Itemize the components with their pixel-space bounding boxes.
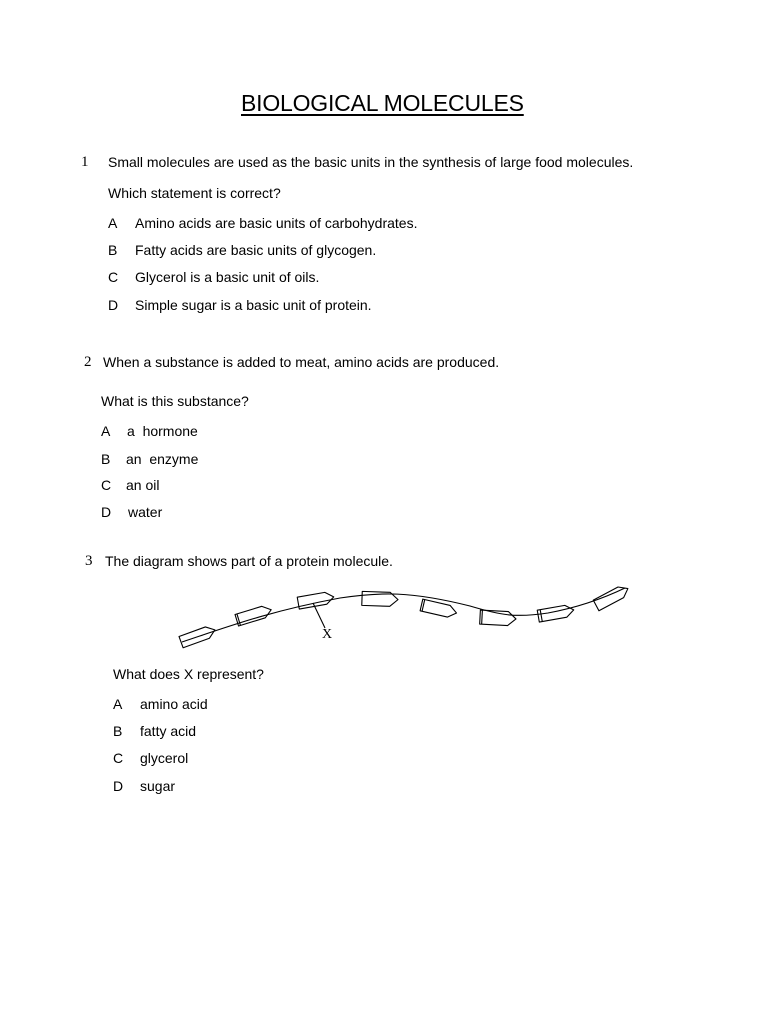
amino-acid-unit (593, 583, 630, 610)
option-text: sugar (140, 778, 176, 794)
option-text: water (128, 504, 163, 520)
option-letter: A (108, 215, 118, 231)
question-stem: The diagram shows part of a protein molecule. (105, 553, 393, 569)
option-text: amino acid (140, 696, 208, 712)
protein-chain-diagram (170, 578, 640, 658)
option-text: Glycerol is a basic unit of oils. (135, 269, 320, 285)
question-stem: Small molecules are used as the basic units in the synthesis of large food molecules. (108, 154, 634, 170)
label-pointer-line (313, 603, 325, 628)
question-number: 1 (81, 154, 89, 170)
amino-acid-unit (179, 624, 217, 648)
amino-acid-unit (537, 604, 575, 622)
option-letter: A (113, 696, 123, 712)
question-prompt: Which statement is correct? (108, 185, 281, 201)
question-prompt: What does X represent? (113, 666, 264, 682)
question-number: 2 (84, 354, 92, 370)
option-letter: D (101, 504, 112, 520)
question-prompt: What is this substance? (101, 393, 249, 409)
option-letter: B (101, 451, 111, 467)
option-letter: C (101, 477, 112, 493)
option-letter: B (108, 242, 118, 258)
question-number: 3 (85, 553, 93, 569)
option-letter: C (113, 750, 124, 766)
page-title: BIOLOGICAL MOLECULES (241, 90, 524, 116)
chain-backbone (182, 588, 625, 642)
option-text: Simple sugar is a basic unit of protein. (135, 297, 372, 313)
option-letter: D (113, 778, 124, 794)
diagram-label-x: X (322, 627, 333, 642)
option-text: a hormone (127, 423, 198, 439)
question-stem: When a substance is added to meat, amino acids are produced. (103, 354, 500, 370)
option-letter: A (101, 423, 111, 439)
option-letter: B (113, 723, 123, 739)
amino-acid-unit (480, 610, 517, 626)
option-text: Amino acids are basic units of carbohydrates. (135, 215, 418, 231)
option-text: an enzyme (126, 451, 199, 467)
option-text: an oil (126, 477, 160, 493)
option-text: Fatty acids are basic units of glycogen. (135, 242, 377, 258)
option-letter: C (108, 269, 119, 285)
option-text: fatty acid (140, 723, 197, 739)
option-text: glycerol (140, 750, 189, 766)
option-letter: D (108, 297, 119, 313)
